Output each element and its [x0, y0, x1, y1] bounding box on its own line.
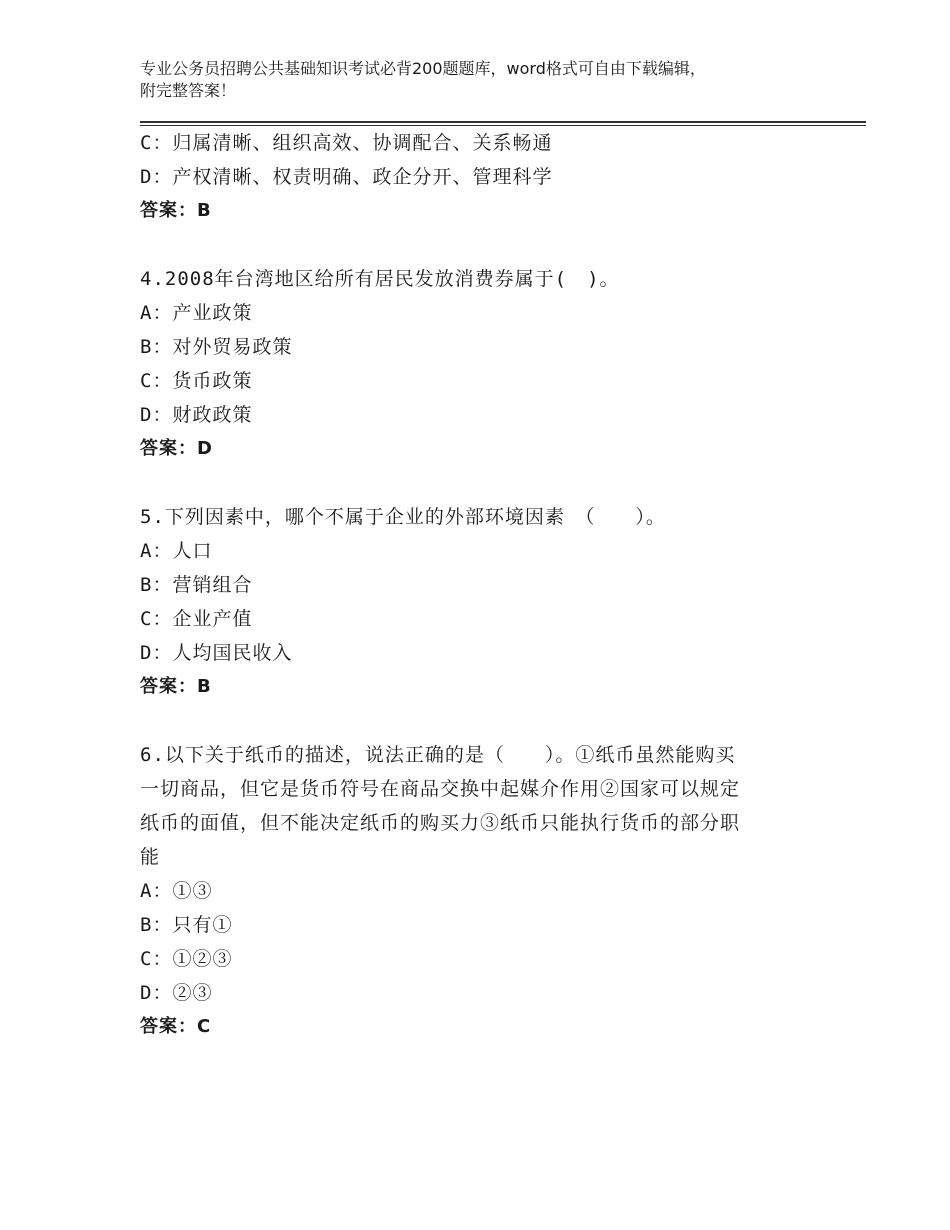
- question-5: [140, 500, 810, 704]
- q4-answer-label: 答案：: [140, 438, 197, 459]
- q4-option-c: C：货币政策: [140, 370, 253, 392]
- q6-answer-label: 答案：: [140, 1016, 197, 1037]
- q4-answer-value: D: [197, 438, 213, 459]
- q5-stem: 5.下列因素中，哪个不属于企业的外部环境因素 （ ）。: [140, 506, 666, 528]
- header-line-1: 专业公务员招聘公共基础知识考试必背200题题库，word格式可自由下载编辑，: [140, 59, 706, 78]
- q4-stem: 4.2008年台湾地区给所有居民发放消费券属于( )。: [140, 268, 620, 290]
- q4-answer: [140, 432, 810, 466]
- question-content: [140, 126, 810, 1044]
- q5-option-b: B：营销组合: [140, 574, 253, 596]
- q3-answer-value: B: [197, 200, 212, 221]
- question-3-tail: [140, 126, 810, 228]
- page-header: [140, 58, 820, 102]
- q4-option-b: B：对外贸易政策: [140, 336, 293, 358]
- q5-answer-label: 答案：: [140, 676, 197, 697]
- q4-option-d: D：财政政策: [140, 404, 253, 426]
- q6-option-a: A：①③: [140, 880, 213, 902]
- q4-option-a: A：产业政策: [140, 302, 253, 324]
- q6-option-d: D：②③: [140, 982, 213, 1004]
- q6-stem-line-4: 能: [140, 846, 161, 868]
- spacer: [140, 228, 810, 262]
- q3-answer: [140, 194, 810, 228]
- header-divider: [140, 121, 866, 123]
- q3-answer-label: 答案：: [140, 200, 197, 221]
- q6-stem-line-2: 一切商品，但它是货币符号在商品交换中起媒介作用②国家可以规定: [140, 778, 741, 800]
- q6-stem-line-3: 纸币的面值，但不能决定纸币的购买力③纸币只能执行货币的部分职: [140, 812, 741, 834]
- q5-answer: [140, 670, 810, 704]
- q6-answer: [140, 1010, 810, 1044]
- q5-option-d: D：人均国民收入: [140, 642, 293, 664]
- q3-option-c: C：归属清晰、组织高效、协调配合、关系畅通: [140, 132, 553, 154]
- q3-option-d: D：产权清晰、权责明确、政企分开、管理科学: [140, 166, 553, 188]
- q5-answer-value: B: [197, 676, 212, 697]
- q5-option-c: C：企业产值: [140, 608, 253, 630]
- q6-stem-line-1: 6.以下关于纸币的描述，说法正确的是（ ）。①纸币虽然能购买: [140, 744, 736, 766]
- q6-answer-value: C: [197, 1016, 212, 1037]
- q6-option-b: B：只有①: [140, 914, 233, 936]
- q6-option-c: C：①②③: [140, 948, 233, 970]
- spacer: [140, 466, 810, 500]
- question-4: [140, 262, 810, 466]
- q5-option-a: A：人口: [140, 540, 213, 562]
- question-6: [140, 738, 810, 1044]
- spacer: [140, 704, 810, 738]
- header-line-2: 附完整答案！: [140, 81, 237, 100]
